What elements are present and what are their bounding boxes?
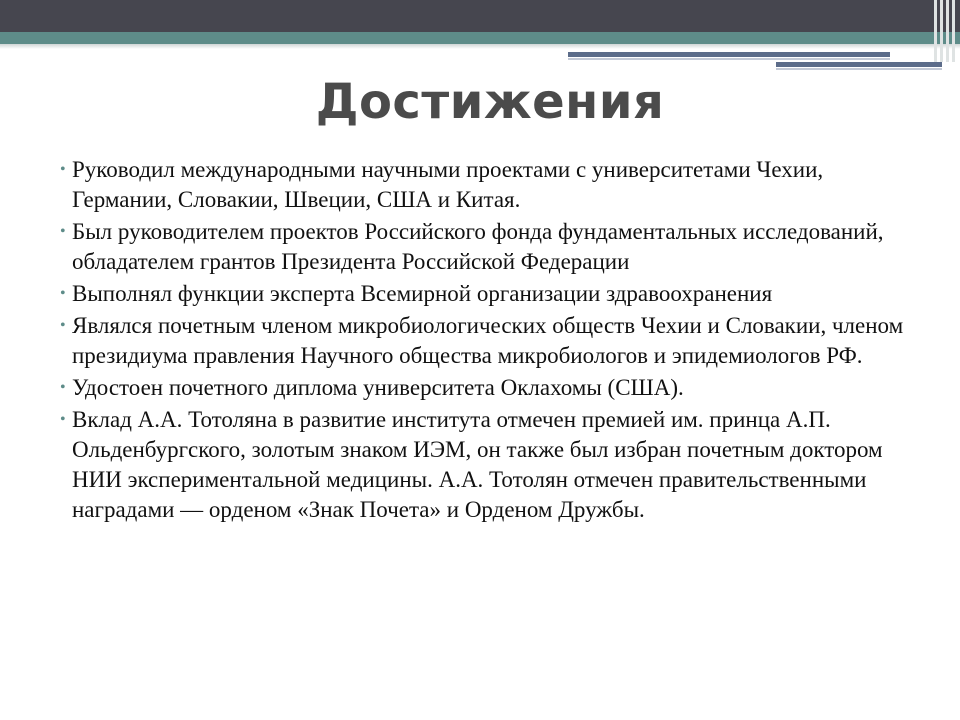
top-bar-shadow	[0, 44, 960, 49]
bullet-marker: •	[60, 379, 66, 396]
bullet-item	[60, 279, 920, 309]
bullet-text: Выполнял функции эксперта Всемирной организации здравоохранения	[72, 281, 773, 306]
bullet-item	[60, 155, 920, 215]
bullet-item	[60, 405, 920, 525]
bullet-text: Вклад А.А. Тотоляна в развитие института отмечен премией им. принца А.П. Ольденбургского, золотым знаком ИЭМ, он также был избран почетным доктором НИИ экспериментальной медицины. А.А. Тотолян отмечен правительственными наградами — орденом «Знак Почета» и Орденом Дружбы.	[72, 407, 883, 522]
bullet-item	[60, 311, 920, 371]
accent-line	[776, 68, 942, 70]
bullet-text: Был руководителем проектов Российского фонда фундаментальных исследований, обладателем грантов Президента Российской Федерации	[72, 219, 884, 274]
bullet-text: Являлся почетным членом микробиологических обществ Чехии и Словакии, членом президиума правления Научного общества микробиологов и эпидемиологов РФ.	[72, 313, 904, 368]
bullet-list	[60, 155, 920, 527]
bullet-text: Удостоен почетного диплома университета Оклахомы (США).	[72, 375, 684, 400]
accent-line	[776, 62, 942, 67]
bullet-text: Руководил международными научными проектами с университетами Чехии, Германии, Словакии, Швеции, США и Китая.	[72, 157, 824, 212]
bullet-item	[60, 373, 920, 403]
accent-line	[568, 58, 890, 60]
bullet-marker: •	[60, 285, 66, 302]
bullet-item	[60, 217, 920, 277]
bullet-marker: •	[60, 317, 66, 334]
bullet-marker: •	[60, 411, 66, 428]
accent-line	[568, 52, 890, 57]
top-bar-dark	[0, 0, 960, 32]
corner-stripes	[930, 0, 960, 62]
bullet-marker: •	[60, 161, 66, 178]
slide-title: Достижения	[315, 74, 665, 130]
bullet-marker: •	[60, 223, 66, 240]
top-bar-teal	[0, 32, 960, 44]
